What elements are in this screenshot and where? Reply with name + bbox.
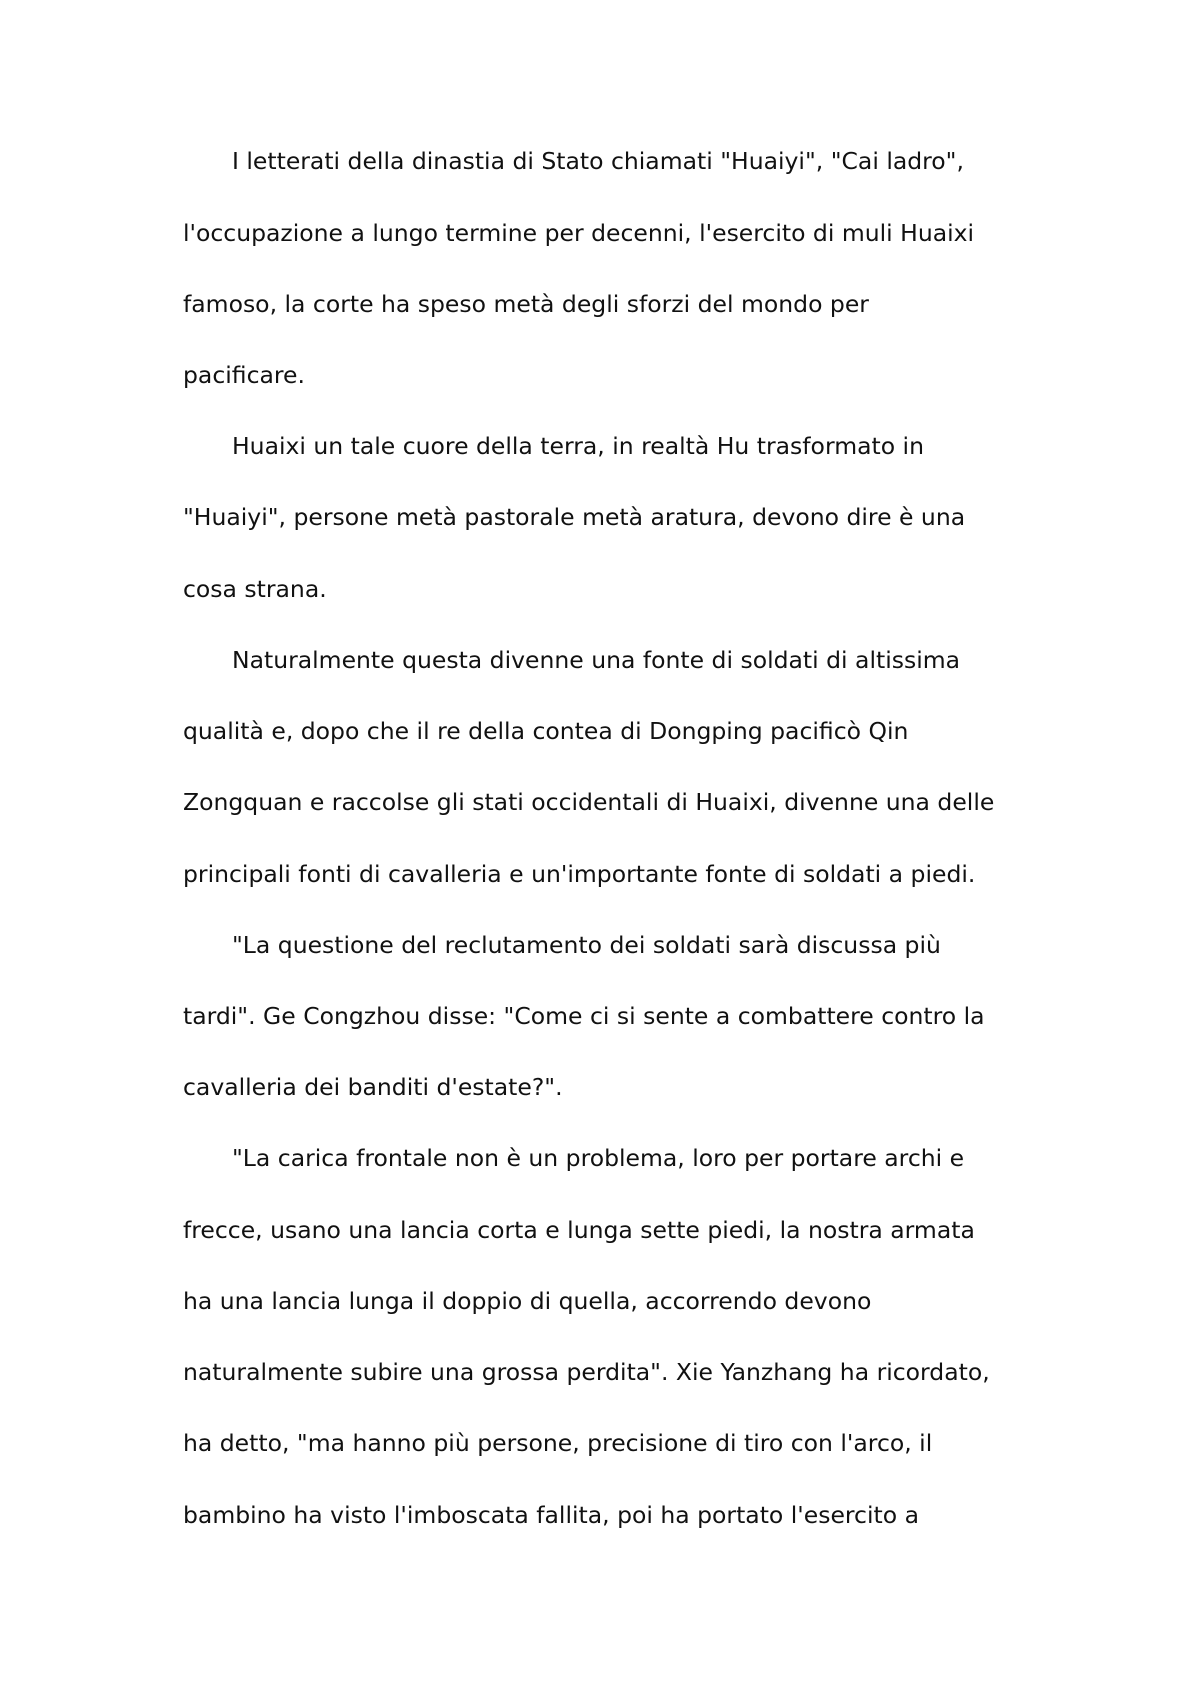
paragraph-1-line-2: l'occupazione a lungo termine per decenni, l'esercito di muli Huaixi <box>183 219 975 247</box>
paragraph-5-line-5: ha detto, "ma hanno più persone, precisione di tiro con l'arco, il <box>183 1429 933 1457</box>
paragraph-5-line-3: ha una lancia lunga il doppio di quella, accorrendo devono <box>183 1287 872 1315</box>
paragraph-3-line-1: Naturalmente questa divenne una fonte di soldati di altissima <box>232 646 961 674</box>
paragraph-5-line-4: naturalmente subire una grossa perdita". Xie Yanzhang ha ricordato, <box>183 1358 990 1386</box>
paragraph-5-line-6: bambino ha visto l'imboscata fallita, poi ha portato l'esercito a <box>183 1501 919 1529</box>
paragraph-4-line-2: tardi". Ge Congzhou disse: "Come ci si sente a combattere contro la <box>183 1002 985 1030</box>
paragraph-2-line-3: cosa strana. <box>183 575 327 603</box>
paragraph-4-line-1: "La questione del reclutamento dei soldati sarà discussa più <box>232 931 941 959</box>
paragraph-4-line-3: cavalleria dei banditi d'estate?". <box>183 1073 563 1101</box>
paragraph-2-line-1: Huaixi un tale cuore della terra, in realtà Hu trasformato in <box>232 432 924 460</box>
paragraph-3-line-2: qualità e, dopo che il re della contea di Dongping pacificò Qin <box>183 717 909 745</box>
paragraph-1-line-1: I letterati della dinastia di Stato chiamati "Huaiyi", "Cai ladro", <box>232 147 964 175</box>
paragraph-5-line-1: "La carica frontale non è un problema, loro per portare archi e <box>232 1144 965 1172</box>
paragraph-1-line-4: pacificare. <box>183 361 305 389</box>
paragraph-1-line-3: famoso, la corte ha speso metà degli sforzi del mondo per <box>183 290 869 318</box>
paragraph-3-line-3: Zongquan e raccolse gli stati occidentali di Huaixi, divenne una delle <box>183 788 995 816</box>
paragraph-3-line-4: principali fonti di cavalleria e un'importante fonte di soldati a piedi. <box>183 860 976 888</box>
paragraph-5-line-2: frecce, usano una lancia corta e lunga sette piedi, la nostra armata <box>183 1216 975 1244</box>
paragraph-2-line-2: "Huaiyi", persone metà pastorale metà aratura, devono dire è una <box>183 503 966 531</box>
